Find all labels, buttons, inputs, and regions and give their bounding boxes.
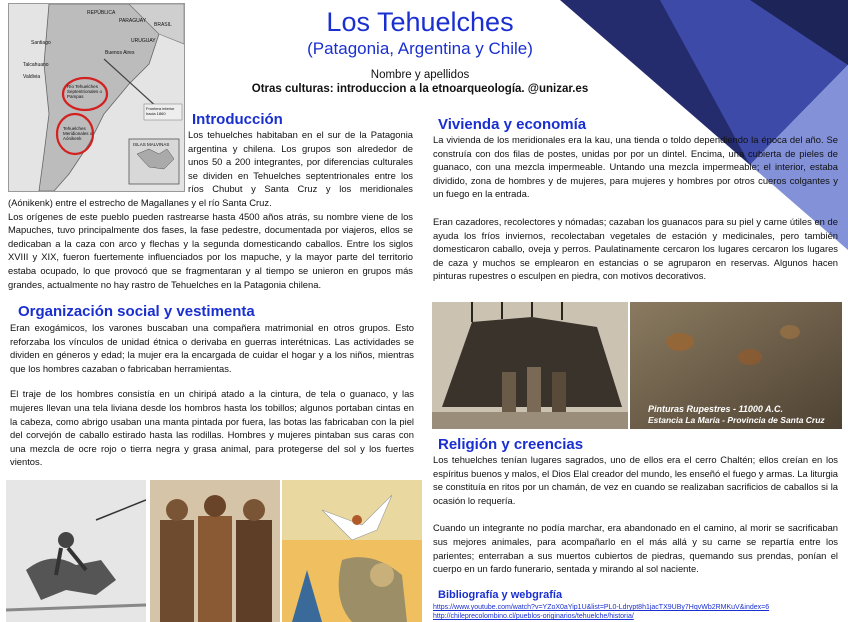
bibliography-heading: Bibliografía y webgrafía (438, 589, 563, 601)
vivienda-section (433, 133, 838, 283)
map-label-frontier: Frontera interior hacia 1860 (146, 106, 175, 116)
rock-caption-line-1: Pinturas Rupestres - 11000 A.C. (648, 404, 784, 414)
religion-section (433, 453, 838, 576)
vivienda-paragraph-1: La vivienda de los meridionales era la kau, una tienda o toldo dependiendo la época del año. Se construía con dos filas de postes, unidas por por un dintel. Encima, una cubierta de pieles de guanaco, con una mezcla impermeable. Untando una mezcla impermeable; el interior, estaba dividido, zona de hombres y de mujeres, para mujeres y hombres por otros cueros colgantes y un fuego en la entrada. (433, 134, 838, 200)
org-paragraph-1: Eran exogámicos, los varones buscaban una compañera matrimonial en otros grupos. Esto reforzaba los vínculos de unidad étnica o derivaba en guerras interétnicas. Las actividades se dividen en géneros y edad; la mujer era la encargada de cuidar el hogar y a los niños, mientras que los hombres cazaban o fabricaban herramientas. (10, 322, 414, 374)
map-label-uruguay: URUGUAY (131, 38, 156, 44)
religion-heading: Religión y creencias (438, 436, 584, 453)
intro-paragraph-1: Los tehuelches habitaban en el sur de la Patagonia argentina y chilena. Los grupos son alrededor de unos 50 a 200 integrantes, por diferencias culturales se dividen en Tehuelches septentrionales entre los ríos Chubut y Santa Cruz y los meridionales (Aónikenk) entre el estrecho de Magallanes y el río Santa Cruz. (8, 129, 413, 208)
rock-painting-photo (630, 302, 842, 429)
vivienda-heading: Vivienda y economía (438, 116, 587, 133)
map-label-southern: Tehuelches Meridionales o Aónikenk (63, 126, 93, 141)
tehuelche-men-photo (150, 480, 280, 622)
poster-header (250, 6, 590, 97)
poster-title: Los Tehuelches (326, 7, 514, 37)
map-label-valdivia: Valdivia (23, 74, 41, 80)
map-label-talcahuano: Talcahuano (23, 62, 49, 68)
map-label-santiago: Santiago (31, 40, 51, 46)
map-label-paraguay: PARAGUAY (119, 18, 147, 24)
elal-illustration (282, 480, 422, 622)
bibliography-links (433, 603, 843, 621)
intro-paragraph-2: Los orígenes de este pueblo pueden rastrearse hasta 4500 años atrás, su nombre viene de los Mapuches, tuvo principalmente dos fases, la fase pedestre, documentada por viajeros, ellos se dedicaban a la caza con arco y flechas y la segunda domesticando caballos. Entre los siglos XVIII y XIX, fueron fuertemente influenciados por los mapuche, y la mayor parte del territorio estaba ocupado, lo que provocó que se fragmentaran y al tiempo se unieron en grupos más grandes, actualmente no hay rastro de Tehuelches en la Patagonia chilena. (8, 210, 413, 290)
org-heading: Organización social y vestimenta (18, 303, 255, 320)
author-name: Nombre y apellidos (370, 69, 470, 81)
org-section (10, 321, 414, 469)
poster-subtitle: (Patagonia, Argentina y Chile) (307, 39, 533, 58)
course-name: Otras culturas: introduccion a la etnoarqueología. @unizar.es (251, 83, 589, 95)
org-paragraph-2: El traje de los hombres consistía en un chiripá atado a la cintura, de tela o guanaco, y las mujeres llevan una tela liviana desde los hombros hasta los tobillos; algunos portaban cintas en la cabeza, como abrigo usaban una manta pintada por fuera, las botas las fabricaban con la piel del corvejón de caballo estirado hasta las rodillas. Hombres y mujeres pintaban sus caras con una mezcla de ocre rojo o tierra negra y grasa animal, para protegerse del sol y los fuertes vientos. (10, 388, 414, 468)
map-label-buenos-aires: Buenos Aires (105, 50, 135, 56)
religion-paragraph-2: Cuando un integrante no podía marchar, era abandonado en el camino, al morir se sacrificaban sus mejores animales, para acompañarlo en el más allá y su carne se repartía entre los parientes; enterraban a sus muertos cubiertos de piedras, quemando sus prendas, ponían el cuerpo en un fardo funerario, sentada y mirando al sol naciente. (433, 522, 838, 575)
map-label-republica: REPÚBLICA (87, 10, 116, 16)
youtube-link[interactable]: https://www.youtube.com/watch?v=YZoX0aYip1U&list=PL0-Ldrypt8h1jacTX9UBy7HqvWb2RMKuV&index=6 (433, 604, 770, 611)
vivienda-paragraph-2: Eran cazadores, recolectores y nómadas; cazaban los guanacos para su piel y carne útiles en de ayuda los fríos inviernos, recolectaban vegetales de estación y medicinales, pero también domesticaron caballo, oveja y perros. Paulatinamente cercaron los lugares cercaron los lugares de caza y muchos se emplearon en estancias o se agruparon en reservas. Algunos hacen pinturas rupestres o esculpen en piedra, con motivos decorativos. (433, 215, 838, 282)
map-label-brasil: BRASIL (154, 22, 172, 28)
tent-photo (432, 302, 628, 429)
religion-paragraph-1: Los tehuelches tenían lugares sagrados, uno de ellos era el cerro Chaltén; ellos creían en los espíritus buenos y malos, el Dios Elal creador del mundo, les enseñó el fuego y armas. La liturgia se constituía en ritos por un chamán, de vez en cuando se realizaban sacrificios de caballos si la ocasión lo requería. (433, 454, 838, 506)
map-float-spacer (8, 128, 188, 190)
intro-heading: Introducción (192, 111, 283, 128)
horse-hunt-drawing (6, 480, 146, 622)
rock-caption-line-2: Estancia La María - Provincia de Santa Cruz (648, 415, 825, 425)
map-label-northern: Río Tehuelches Septentrionales o Pampas (67, 84, 103, 99)
intro-section (8, 128, 413, 291)
map-label-malvinas: ISLAS MALVINAS (133, 142, 170, 147)
chileprecolombino-link[interactable]: http://chileprecolombino.cl/pueblos-originarios/tehuelche/historia/ (433, 613, 634, 620)
